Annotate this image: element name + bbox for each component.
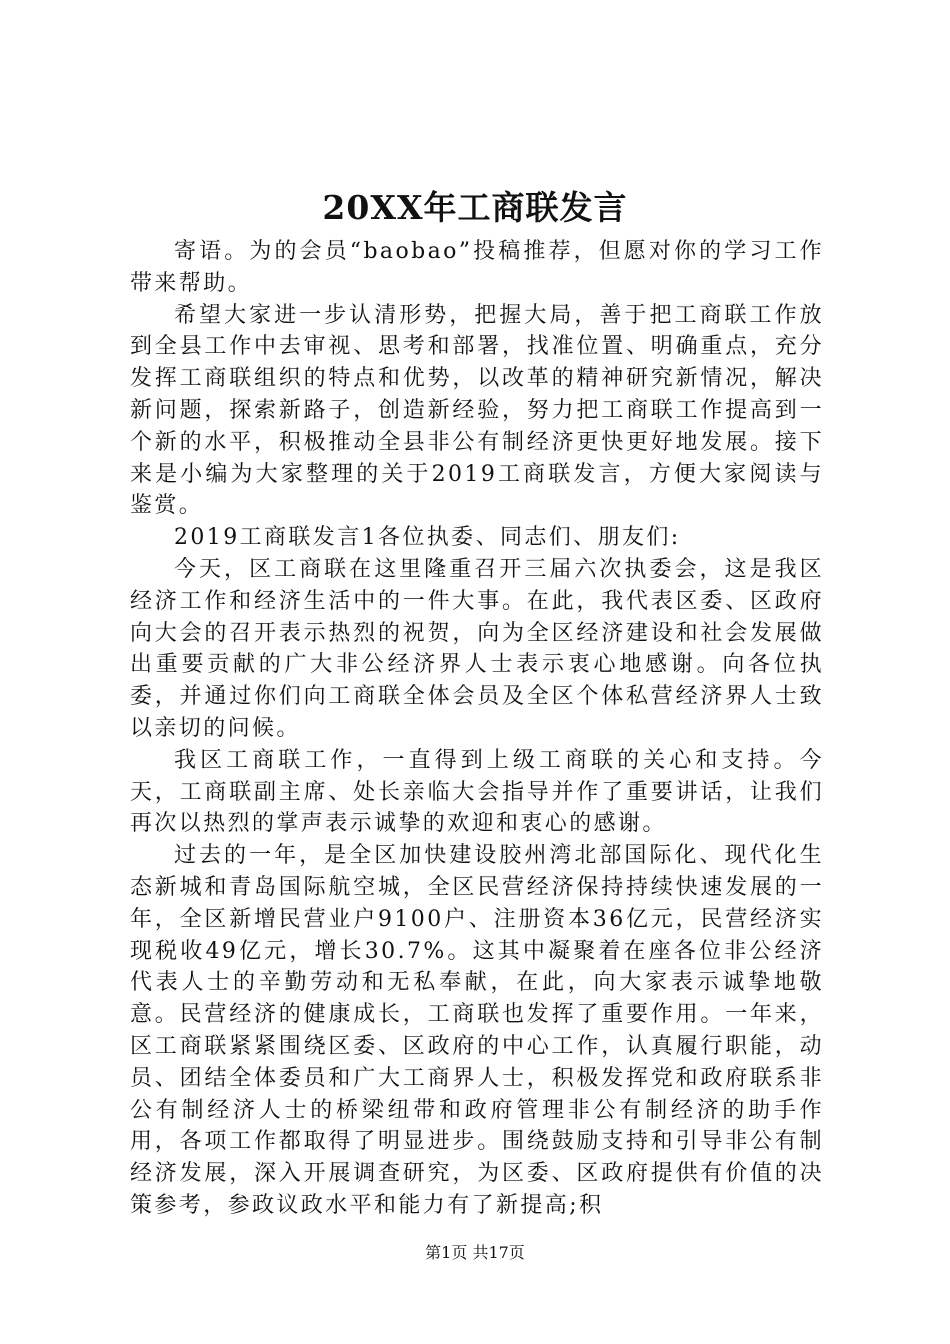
paragraph-salutation: 2019工商联发言1各位执委、同志们、朋友们:: [174, 525, 681, 551]
paragraph-summary: 希望大家进一步认清形势，把握大局，善于把工商联工作放到全县工作中去审视、思考和部署，找准位置、明确重点，充分发挥工商联组织的特点和优势，以改革的精神研究新情况，解决新问题，探索新路子，创造新经验，努力把工商联工作提高到一个新的水平，积极推动全县非公有制经济更快更好地发展。接下来是小编为大家整理的关于2019工商联发言，方便大家阅读与鉴赏。: [130, 302, 824, 519]
paragraph-opening: 今天，区工商联在这里隆重召开三届六次执委会，这是我区经济工作和经济生活中的一件大事。在此，我代表区委、区政府向大会的召开表示热烈的祝贺，向为全区经济建设和社会发展做出重要贡献的广大非公经济界人士表示衷心地感谢。向各位执委，并通过你们向工商联全体会员及全区个体私营经济界人士致以亲切的问候。: [130, 556, 824, 741]
paragraph-review: 过去的一年，是全区加快建设胶州湾北部国际化、现代化生态新城和青岛国际航空城，全区民营经济保持持续快速发展的一年，全区新增民营业户9100户、注册资本36亿元，民营经济实现税收49亿元，增长30.7%。这其中凝聚着在座各位非公经济代表人士的辛勤劳动和无私奉献，在此，向大家表示诚挚地敬意。民营经济的健康成长，工商联也发挥了重要作用。一年来，区工商联紧紧围绕区委、区政府的中心工作，认真履行职能，动员、团结全体委员和广大工商界人士，积极发挥党和政府联系非公有制经济人士的桥梁纽带和政府管理非公有制经济的助手作用，各项工作都取得了明显进步。围绕鼓励支持和引导非公有制经济发展，深入开展调查研究，为区委、区政府提供有价值的决策参考，参政议政水平和能力有了新提高;积: [130, 843, 824, 1218]
paragraph-thanks: 我区工商联工作，一直得到上级工商联的关心和支持。今天，工商联副主席、处长亲临大会指导并作了重要讲话，让我们再次以热烈的掌声表示诚挚的欢迎和衷心的感谢。: [130, 747, 824, 837]
page-number-footer: 第1页 共17页: [425, 1243, 525, 1262]
document-body: [130, 236, 824, 1222]
paragraph-intro: 寄语。为的会员“baobao”投稿推荐，但愿对你的学习工作带来帮助。: [130, 239, 824, 296]
page-title: 20XX年工商联发言: [322, 188, 628, 227]
